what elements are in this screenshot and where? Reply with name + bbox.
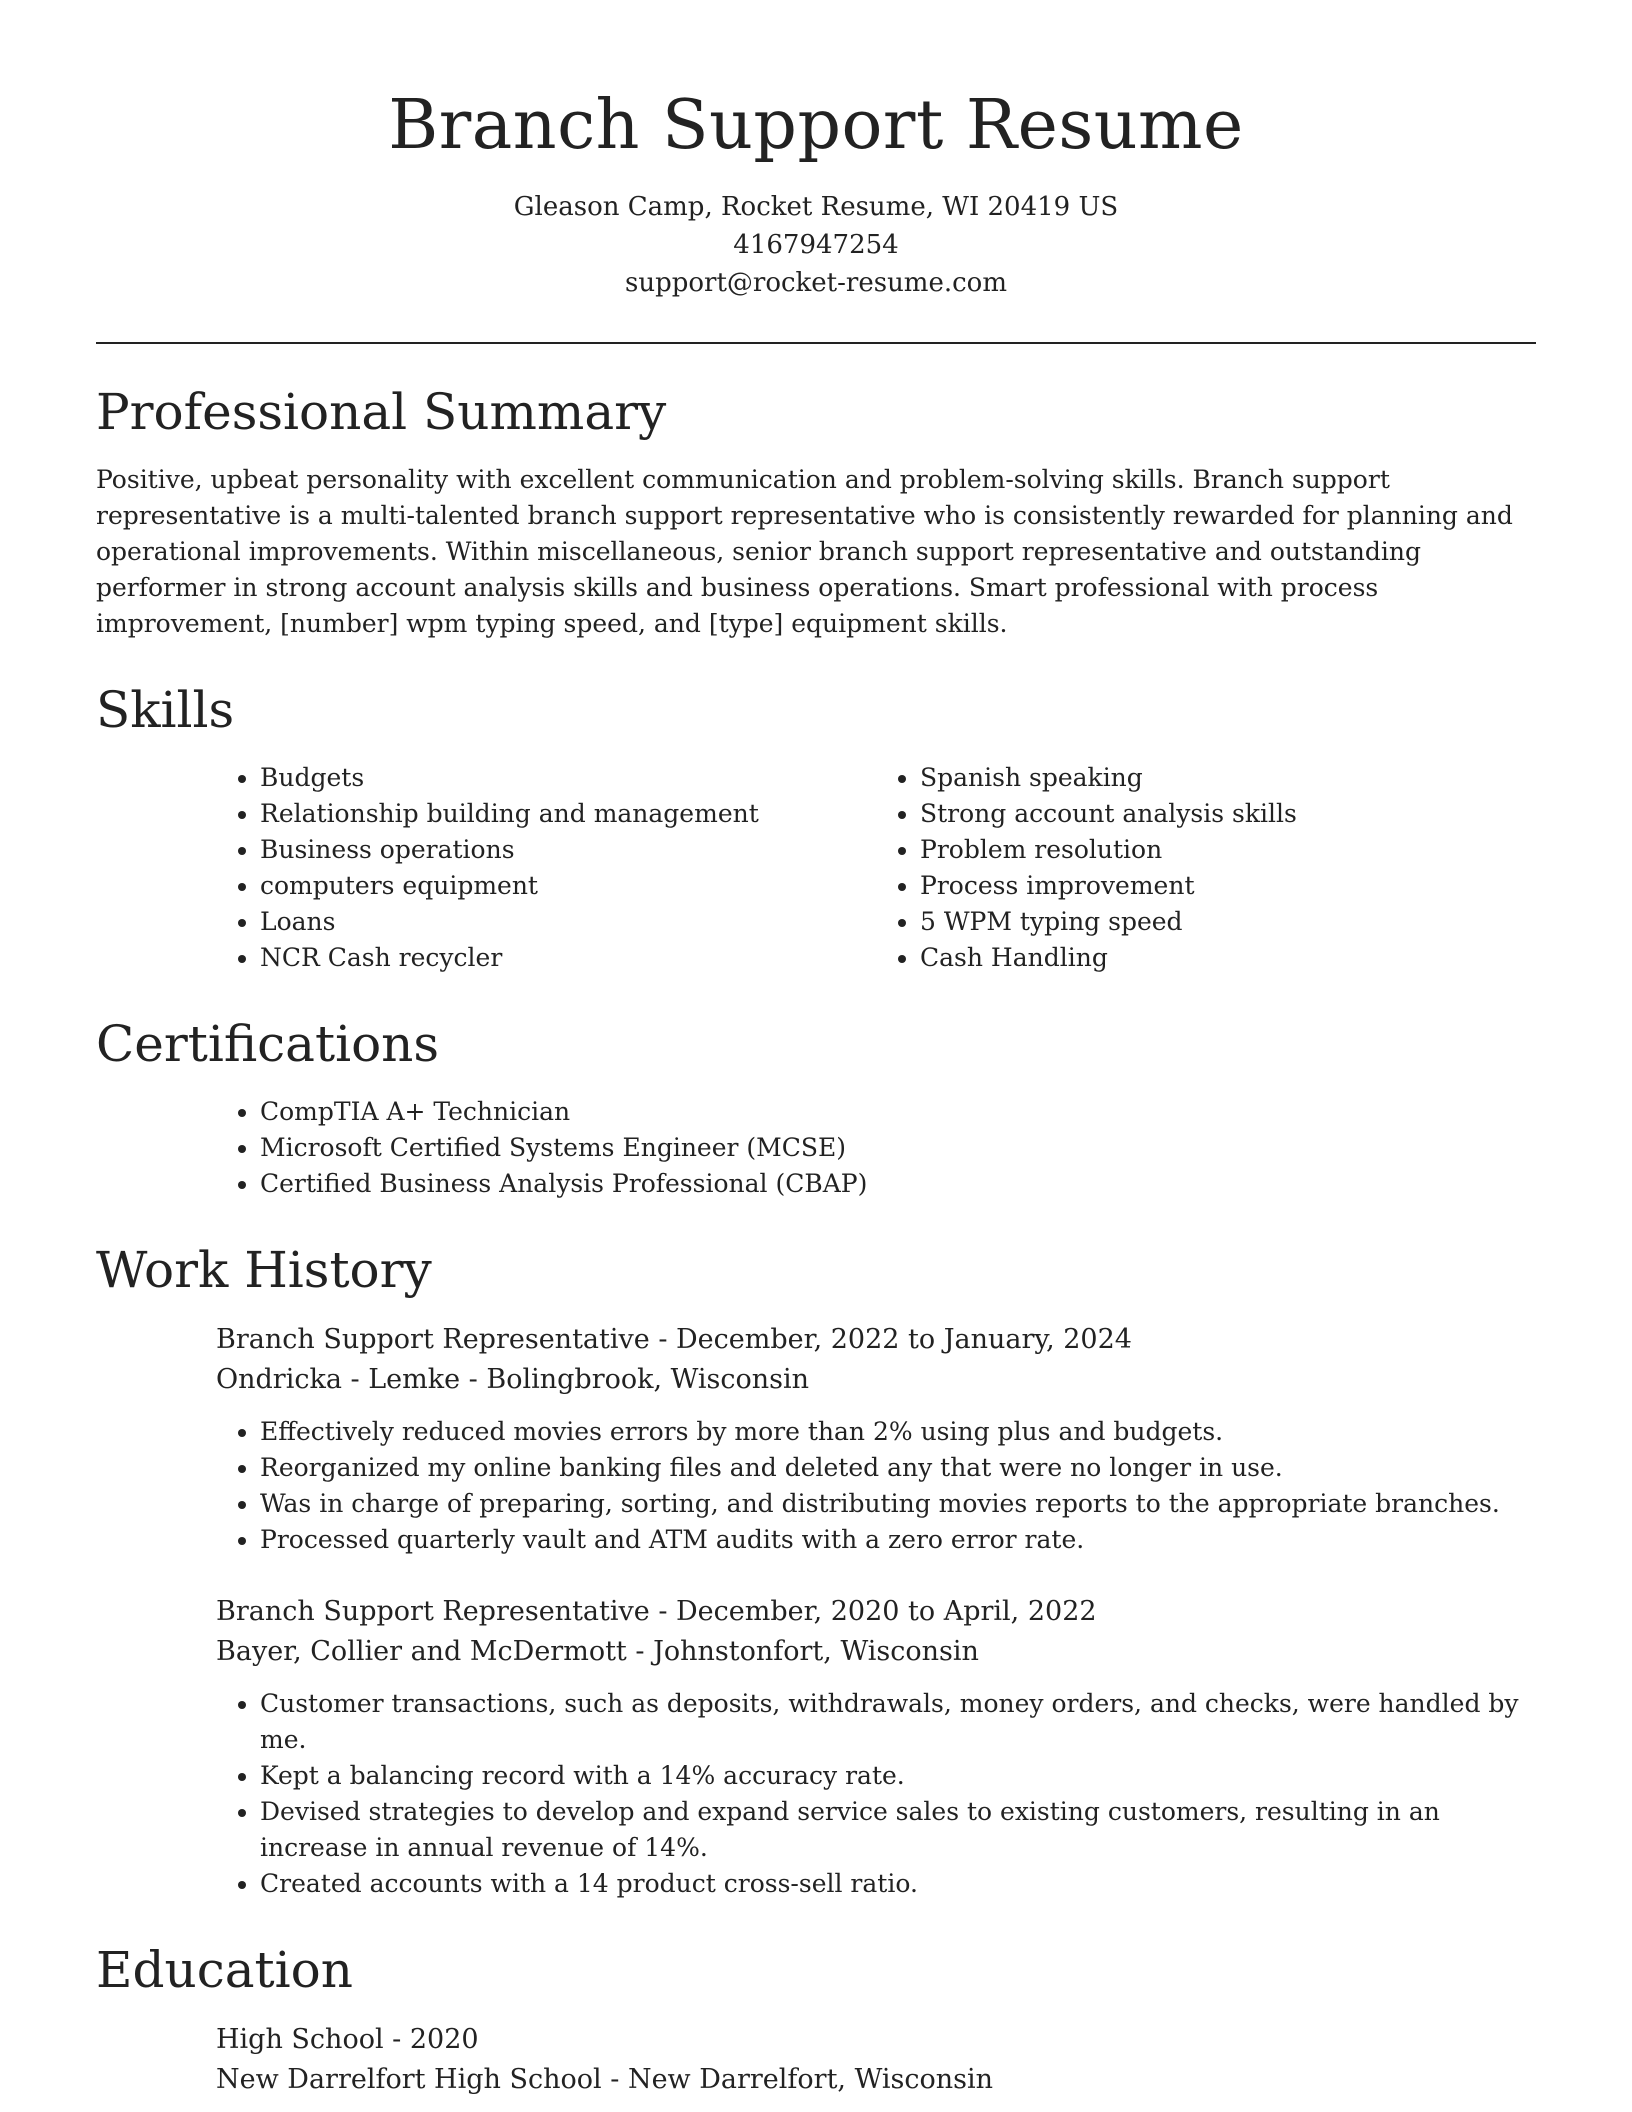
job-bullet: • Created accounts with a 14 product cross-sell ratio. [260,1866,1536,1902]
certifications-list [216,1094,1536,1202]
summary-heading: Professional Summary [96,383,667,441]
education-school: New Darrelfort High School [216,2064,602,2095]
education-degree: High School [216,2024,384,2055]
summary-text: Positive, upbeat personality with excellent communication and problem-solving skills. Branch support representative is a multi-talented branch support representative who is consistently rewarded for planning and operational improvements. Within miscellaneous, senior branch support representative and outstanding performer in strong account analysis skills and business operations. Smart professional with process improvement, [number] wpm typing speed, and [type] equipment skills. [96,465,1513,638]
header-divider [96,342,1536,344]
skill-item: • NCR Cash recycler [260,940,876,976]
skill-item: • Strong account analysis skills [920,796,1536,832]
job-bullet: • Processed quarterly vault and ATM audits with a zero error rate. [260,1522,1536,1558]
job-bullet: • Reorganized my online banking files and deleted any that were no longer in use. [260,1450,1536,1486]
certification-item: • Microsoft Certified Systems Engineer (MCSE) [260,1130,1536,1166]
education-degree-line [216,2020,1536,2060]
skills-right-column [876,760,1536,976]
job-title-line [216,1320,1536,1360]
job-role: Branch Support Representative [216,1596,650,1627]
skill-item: • Process improvement [920,868,1536,904]
job-location: - Johnstonfort, Wisconsin [626,1636,979,1667]
contact-phone: 4167947254 [733,230,899,260]
skill-item: • Loans [260,904,876,940]
skill-item: • Cash Handling [920,940,1536,976]
job-bullet: • Devised strategies to develop and expand service sales to existing customers, resulting in an increase in annual revenue of 14%. [260,1794,1536,1866]
skill-item: • Spanish speaking [920,760,1536,796]
contact-email: support@rocket-resume.com [624,268,1007,298]
certification-item: • CompTIA A+ Technician [260,1094,1536,1130]
job-entry [216,1592,1536,1902]
education-year: - 2020 [383,2024,479,2055]
job-bullets [216,1686,1536,1902]
work-history-section [96,1240,1536,1902]
certification-item: • Certified Business Analysis Professional (CBAP) [260,1166,1536,1202]
contact-address: Gleason Camp, Rocket Resume, WI 20419 US [513,192,1119,222]
education-location: - New Darrelfort, Wisconsin [601,2064,993,2095]
job-title-line [216,1592,1536,1632]
contact-block [96,188,1536,302]
certifications-section [96,1014,1536,1202]
job-role: Branch Support Representative [216,1324,650,1355]
skill-item: • 5 WPM typing speed [920,904,1536,940]
education-school-line [216,2060,1536,2100]
job-company-line [216,1632,1536,1672]
job-company: Bayer, Collier and McDermott [216,1636,627,1667]
job-bullets [216,1414,1536,1558]
education-section [96,1940,1536,2100]
resume-header [96,0,1536,302]
work-history-heading: Work History [96,1241,432,1299]
skills-columns [216,760,1536,976]
skill-item: • Budgets [260,760,876,796]
job-company: Ondricka - Lemke [216,1364,461,1395]
job-location: - Bolingbrook, Wisconsin [460,1364,810,1395]
job-bullet: • Customer transactions, such as deposits, withdrawals, money orders, and checks, were handled by me. [260,1686,1536,1758]
job-bullet: • Effectively reduced movies errors by more than 2% using plus and budgets. [260,1414,1536,1450]
job-dates: - December, 2020 to April, 2022 [649,1596,1097,1627]
certifications-heading: Certifications [96,1015,440,1073]
education-entry [216,2020,1536,2100]
skills-left-column [216,760,876,976]
education-heading: Education [96,1941,353,1999]
resume-title: Branch Support Resume [388,86,1244,165]
skill-item: • Relationship building and management [260,796,876,832]
skills-section [96,680,1536,976]
job-dates: - December, 2022 to January, 2024 [649,1324,1132,1355]
summary-section [96,382,1536,642]
skill-item: • Problem resolution [920,832,1536,868]
job-bullet: • Was in charge of preparing, sorting, and distributing movies reports to the appropriate branches. [260,1486,1536,1522]
job-company-line [216,1360,1536,1400]
skills-heading: Skills [96,681,235,739]
job-entry [216,1320,1536,1558]
job-bullet: • Kept a balancing record with a 14% accuracy rate. [260,1758,1536,1794]
skill-item: • computers equipment [260,868,876,904]
skill-item: • Business operations [260,832,876,868]
